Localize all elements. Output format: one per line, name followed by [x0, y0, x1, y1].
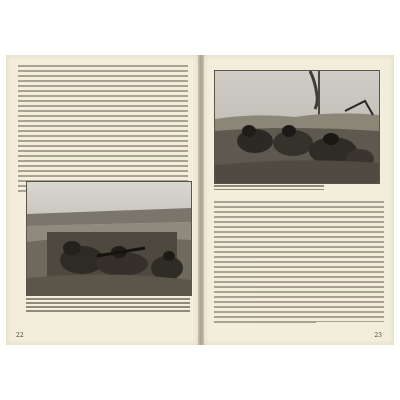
- left-page: [6, 55, 198, 345]
- soldiers-firing-photo: [215, 71, 379, 183]
- soldiers-in-field-photo: [27, 182, 191, 295]
- left-page-body-text: [18, 65, 188, 193]
- right-page-number: 23: [374, 332, 382, 339]
- right-page: [204, 55, 394, 345]
- right-page-body-text: [214, 201, 384, 325]
- left-page-number: 22: [16, 332, 24, 339]
- right-page-photo: [214, 70, 380, 184]
- book-spread: [0, 55, 400, 345]
- left-page-photo: [26, 181, 192, 296]
- right-page-photo-caption: [214, 185, 324, 190]
- left-page-photo-caption: [26, 298, 190, 312]
